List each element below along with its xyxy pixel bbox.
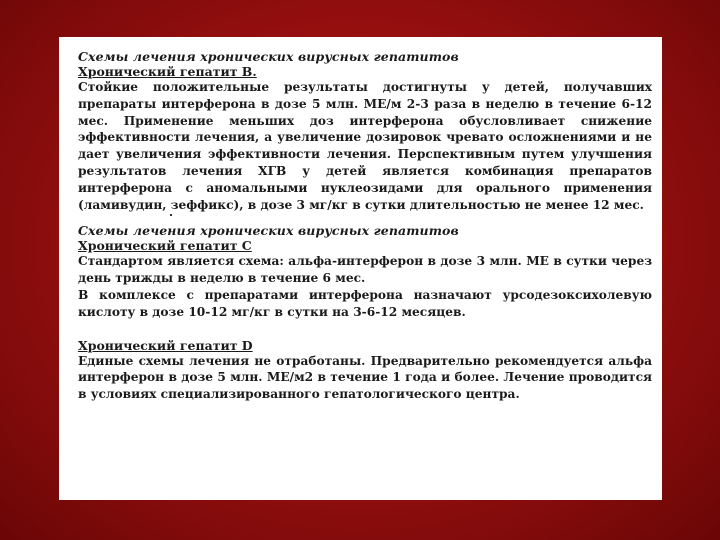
section-hepatitis-d — [78, 338, 652, 403]
section-title: Схемы лечения хронических вирусных гепатитов — [78, 49, 459, 64]
stray-dot — [78, 213, 652, 223]
section-hepatitis-b — [78, 49, 652, 213]
document-page — [59, 37, 662, 500]
section-paragraph: Стандартом является схема: альфа-интерферон в дозе 3 млн. МЕ в сутки через день трижды в неделю в течение 6 мес. — [78, 254, 652, 286]
section-subtitle: Хронический гепатит D — [78, 337, 253, 353]
section-paragraph: В комплексе с препаратами интерферона назначают урсодезоксихолевую кислоту в дозе 10-12 мг/кг в сутки на 3-6-12 месяцев. — [78, 287, 652, 319]
section-subtitle: Хронический гепатит В. — [78, 64, 257, 79]
section-spacer — [78, 321, 652, 338]
section-paragraph: Единые схемы лечения не отработаны. Предварительно рекомендуется альфа интерферон в дозе 5 млн. МЕ/м2 в течение 1 года и более. Лечение проводится в условиях специализированного гепатологического центра. — [78, 353, 652, 402]
section-title: Схемы лечения хронических вирусных гепатитов — [78, 223, 459, 239]
section-subtitle: Хронический гепатит С — [78, 238, 252, 254]
section-paragraph: Стойкие положительные результаты достигнуты у детей, получавших препараты интерферона в дозе 5 млн. МЕ/м 2-3 раза в неделю в течение 6-12 мес. Применение меньших доз интерферона обусловливает снижение эффективности лечения, а увеличение дозировок чревато осложнениями и не дает увеличения эффективности лечения. Перспективным путем улучшения результатов лечения ХГВ у детей является комбинация препаратов интерферона с аномальными нуклеозидами для орального применения (ламивудин, зеффикс), в дозе 3 мг/кг в сутки длительностью не менее 12 мес. — [78, 80, 652, 212]
section-hepatitis-c — [78, 223, 652, 320]
